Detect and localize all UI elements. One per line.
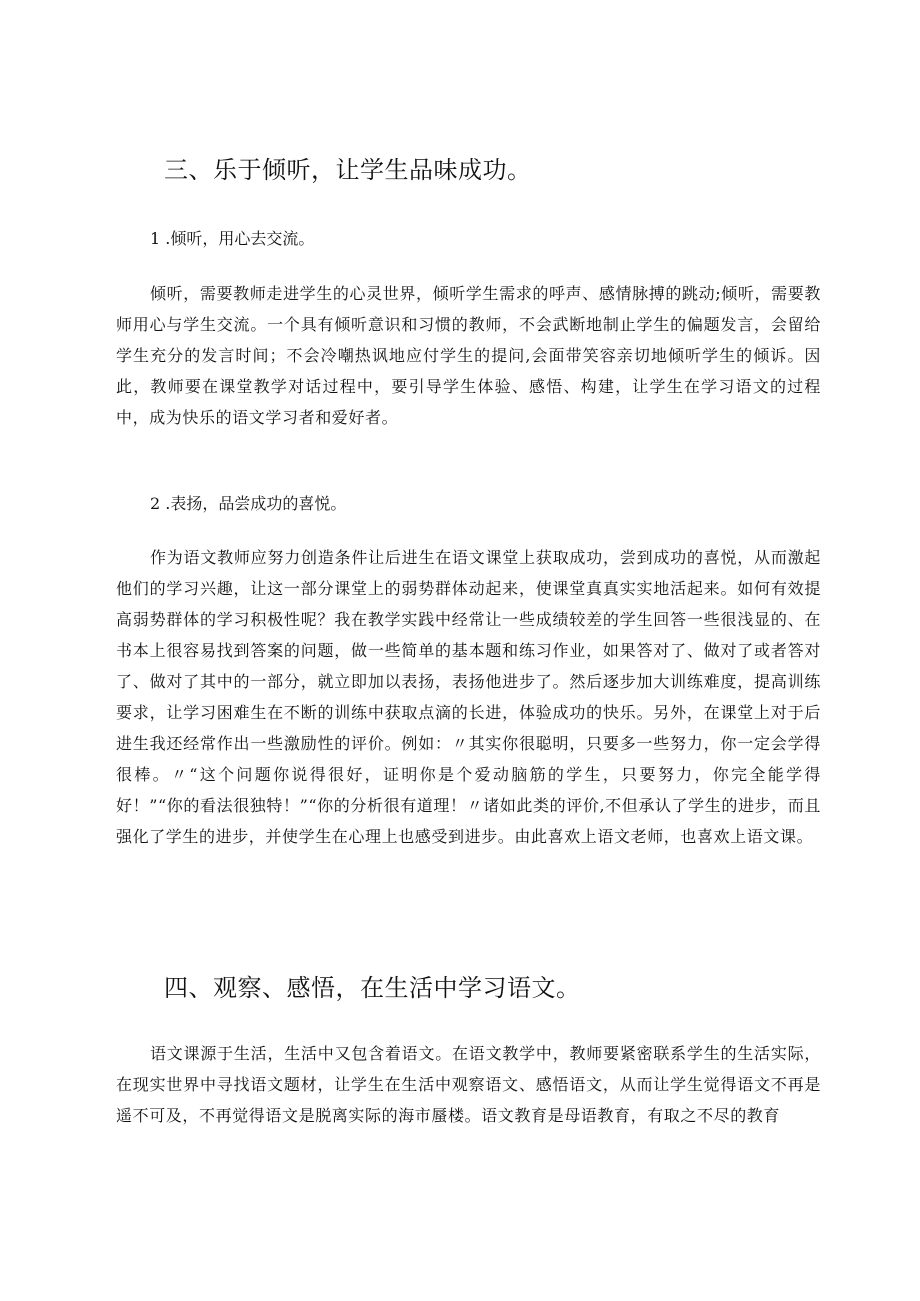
subheading-praise: 2 .表扬，品尝成功的喜悦。	[150, 494, 347, 513]
section-heading-4: 四、观察、感悟，在生活中学习语文。	[164, 974, 581, 1002]
subheading-listening: 1 .倾听，用心去交流。	[150, 229, 315, 248]
paragraph-praise: 作为语文教师应努力创造条件让后进生在语文课堂上获取成功，尝到成功的喜悦，从而激起他们的学习兴趣，让这一部分课堂上的弱势群体动起来，使课堂真真实实地活起来。如何有效提高弱势群体的学习积极性呢？我在教学实践中经常让一些成绩较差的学生回答一些很浅显的、在书本上很容易找到答案的问题，做一些简单的基本题和练习作业，如果答对了、做对了或者答对了、做对了其中的一部分，就立即加以表扬，表扬他进步了。然后逐步加大训练难度，提高训练要求，让学习困难生在不断的训练中获取点滴的长进，体验成功的快乐。另外，在课堂上对于后进生我还经常作出一些激励性的评价。例如：〃其实你很聪明，只要多一些努力，你一定会学得很棒。〃“这个问题你说得很好，证明你是个爱动脑筋的学生，只要努力，你完全能学得好！”“你的看法很独特！”“你的分析很有道理！〃诸如此类的评价,不但承认了学生的进步，而且强化了学生的进步，并使学生在心理上也感受到进步。由此喜欢上语文老师，也喜欢上语文课。	[116, 548, 821, 846]
section-heading-3: 三、乐于倾听，让学生品味成功。	[164, 156, 532, 184]
paragraph-listening: 倾听，需要教师走进学生的心灵世界，倾听学生需求的呼声、感情脉搏的跳动;倾听，需要教师用心与学生交流。一个具有倾听意识和习惯的教师，不会武断地制止学生的偏题发言，会留给学生充分的发言时间；不会冷嘲热讽地应付学生的提问,会面带笑容亲切地倾听学生的倾诉。因此，教师要在课堂教学对话过程中，要引导学生体验、感悟、构建，让学生在学习语文的过程中，成为快乐的语文学习者和爱好者。	[116, 284, 821, 427]
paragraph-observation: 语文课源于生活，生活中又包含着语文。在语文教学中，教师要紧密联系学生的生活实际，在现实世界中寻找语文题材，让学生在生活中观察语文、感悟语文，从而让学生觉得语文不再是遥不可及，不再觉得语文是脱离实际的海市蜃楼。语文教育是母语教育，有取之不尽的教育	[116, 1044, 821, 1125]
